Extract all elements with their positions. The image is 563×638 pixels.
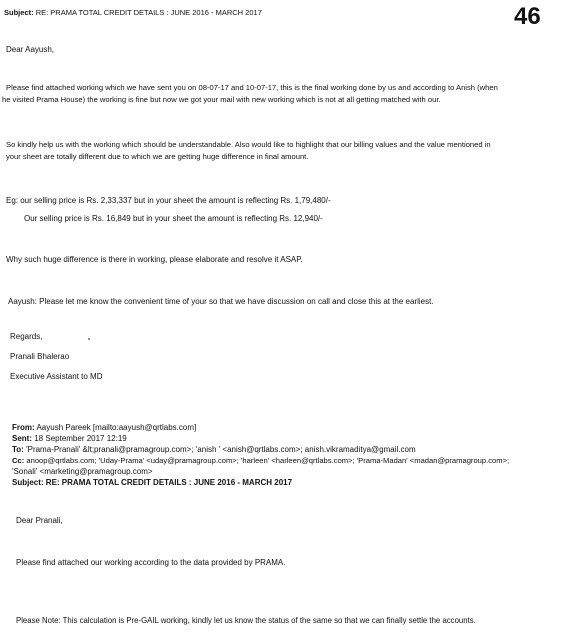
reply-para4: Aayush: Please let me know the convenient time of your so that we have discussion on call and close this at the earliest. [8,297,434,306]
reply-regards: Regards, [10,332,43,341]
orig-subject-line [12,478,292,488]
page-number: 46 [514,3,541,30]
orig-sent-label: Sent: [12,434,32,443]
orig-cc-value-2: 'Sonali' <marketing@pramagroup.com> [12,467,153,476]
reply-para3: Why such huge difference is there in working, please elaborate and resolve it ASAP. [6,255,303,264]
orig-to-value: 'Prama-Pranali' &lt;pranali@pramagroup.com>; 'anish ' <anish@qrtlabs.com>; anish.vikramaditya@gmail.com [26,445,416,454]
reply-example-2: Our selling price is Rs. 16,849 but in your sheet the amount is reflecting Rs. 12,940/- [24,214,323,223]
orig-subject-label: Subject: [12,478,44,487]
top-subject-text: RE: PRAMA TOTAL CREDIT DETAILS : JUNE 2016 - MARCH 2017 [35,8,262,17]
orig-cc-line [12,456,509,466]
reply-example-1: Eg: our selling price is Rs. 2,33,337 but in your sheet the amount is reflecting Rs. 1,79,480/- [6,196,331,205]
orig-to-label: To: [12,445,24,454]
orig-greeting: Dear Pranali, [16,516,63,525]
scan-speck [88,338,90,340]
top-subject-line [4,8,262,18]
top-subject-label: Subject: [4,8,34,17]
reply-signature-title: Executive Assistant to MD [10,372,103,381]
orig-cc-label: Cc: [12,456,25,465]
orig-cc-value-1: anoop@qrtlabs.com; 'Uday-Prama' <uday@pramagroup.com>; 'harleen' <harleen@qrtlabs.com>; 'Prama-Madan' <madan@pramagroup.com>; [26,456,510,465]
orig-sent-value: 18 September 2017 12:19 [34,434,127,443]
reply-signature-name: Pranali Bhalerao [10,352,70,361]
orig-subject-value: RE: PRAMA TOTAL CREDIT DETAILS : JUNE 2016 - MARCH 2017 [45,478,293,487]
orig-sent-line [12,434,127,444]
reply-para2-line2: your sheet are totally different due to which we are getting huge difference in final amount. [6,152,309,161]
reply-greeting: Dear Aayush, [6,45,55,54]
reply-para1-line1: Please find attached working which we have sent you on 08-07-17 and 10-07-17, this is the final working done by us and according to Anish (when [6,83,498,92]
reply-para2-line1: So kindly help us with the working which should be understandable. Also would like to highlight that our billing values and the value mentioned in [6,140,491,149]
reply-para1-line2: he visited Prama House) the working is fine but now we got your mail with new working which is not at all getting matched with our. [2,95,441,104]
orig-from-line [12,423,196,433]
orig-para1: Please find attached our working according to the data provided by PRAMA. [16,558,286,567]
orig-from-value: Aayush Pareek [mailto:aayush@qrtlabs.com] [36,423,197,432]
orig-para2: Please Note: This calculation is Pre-GAIL working, kindly let us know the status of the same so that we can finally settle the accounts. [16,616,476,625]
orig-to-line [12,445,416,455]
orig-from-label: From: [12,423,35,432]
